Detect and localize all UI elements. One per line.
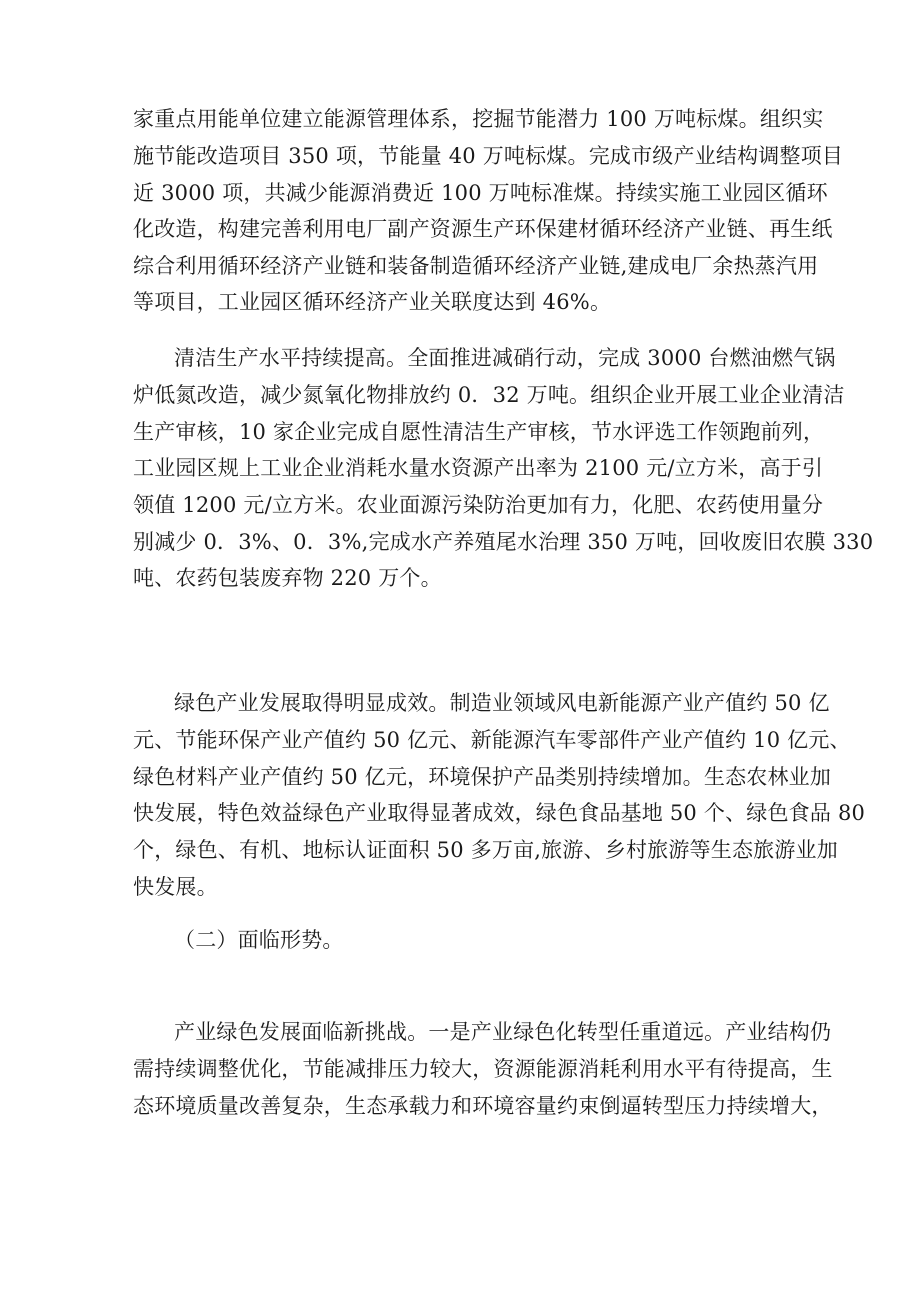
text-line: 需持续调整优化，节能减排压力较大，资源能源消耗利用水平有待提高，生 (133, 1057, 833, 1081)
text-line: 绿色产业发展取得明显成效。制造业领域风电新能源产业产值约 50 亿 (174, 691, 830, 715)
text-line: 清洁生产水平持续提高。全面推进减硝行动，完成 3000 台燃油燃气锅 (174, 346, 836, 370)
text-line: 近 3000 项，共减少能源消费近 100 万吨标准煤。持续实施工业园区循环 (133, 181, 828, 205)
text-line: 个，绿色、有机、地标认证面积 50 多万亩,旅游、乡村旅游等生态旅游业加 (133, 838, 838, 862)
heading-text: （二）面临形势。 (174, 928, 344, 952)
text-line: 态环境质量改善复杂，生态承载力和环境容量约束倒逼转型压力持续增大， (133, 1094, 833, 1118)
text-line: 元、节能环保产业产值约 50 亿元、新能源汽车零部件产业产值约 10 亿元、 (133, 728, 851, 752)
text-line: 领值 1200 元/立方米。农业面源污染防治更加有力，化肥、农药使用量分 (133, 493, 824, 517)
text-line: 化改造，构建完善利用电厂副产资源生产环保建材循环经济产业链、再生纸 (133, 217, 833, 241)
text-line: 综合利用循环经济产业链和装备制造循环经济产业链,建成电厂余热蒸汽用 (133, 254, 819, 278)
text-line: 产业绿色发展面临新挑战。一是产业绿色化转型任重道远。产业结构仍 (174, 1020, 832, 1044)
text-line: 别减少 0．3%、0．3%,完成水产养殖尾水治理 350 万吨，回收废旧农膜 330 (133, 530, 874, 554)
text-line: 等项目，工业园区循环经济产业关联度达到 46%。 (133, 290, 612, 314)
text-line: 家重点用能单位建立能源管理体系，挖掘节能潜力 100 万吨标煤。组织实 (133, 107, 824, 131)
text-line: 施节能改造项目 350 项，节能量 40 万吨标煤。完成市级产业结构调整项目 (133, 144, 844, 168)
text-line: 炉低氮改造，减少氮氧化物排放约 0．32 万吨。组织企业开展工业企业清洁 (133, 383, 845, 407)
text-line: 快发展。 (133, 875, 218, 899)
text-line: 吨、农药包装废弃物 220 万个。 (133, 566, 442, 590)
text-line: 绿色材料产业产值约 50 亿元，环境保护产品类别持续增加。生态农林业加 (133, 765, 832, 789)
text-line: 生产审核，10 家企业完成自愿性清洁生产审核，节水评选工作领跑前列， (133, 420, 825, 444)
text-line: 工业园区规上工业企业消耗水量水资源产出率为 2100 元/立方米，高于引 (133, 456, 824, 480)
text-line: 快发展，特色效益绿色产业取得显著成效，绿色食品基地 50 个、绿色食品 80 (133, 801, 866, 825)
